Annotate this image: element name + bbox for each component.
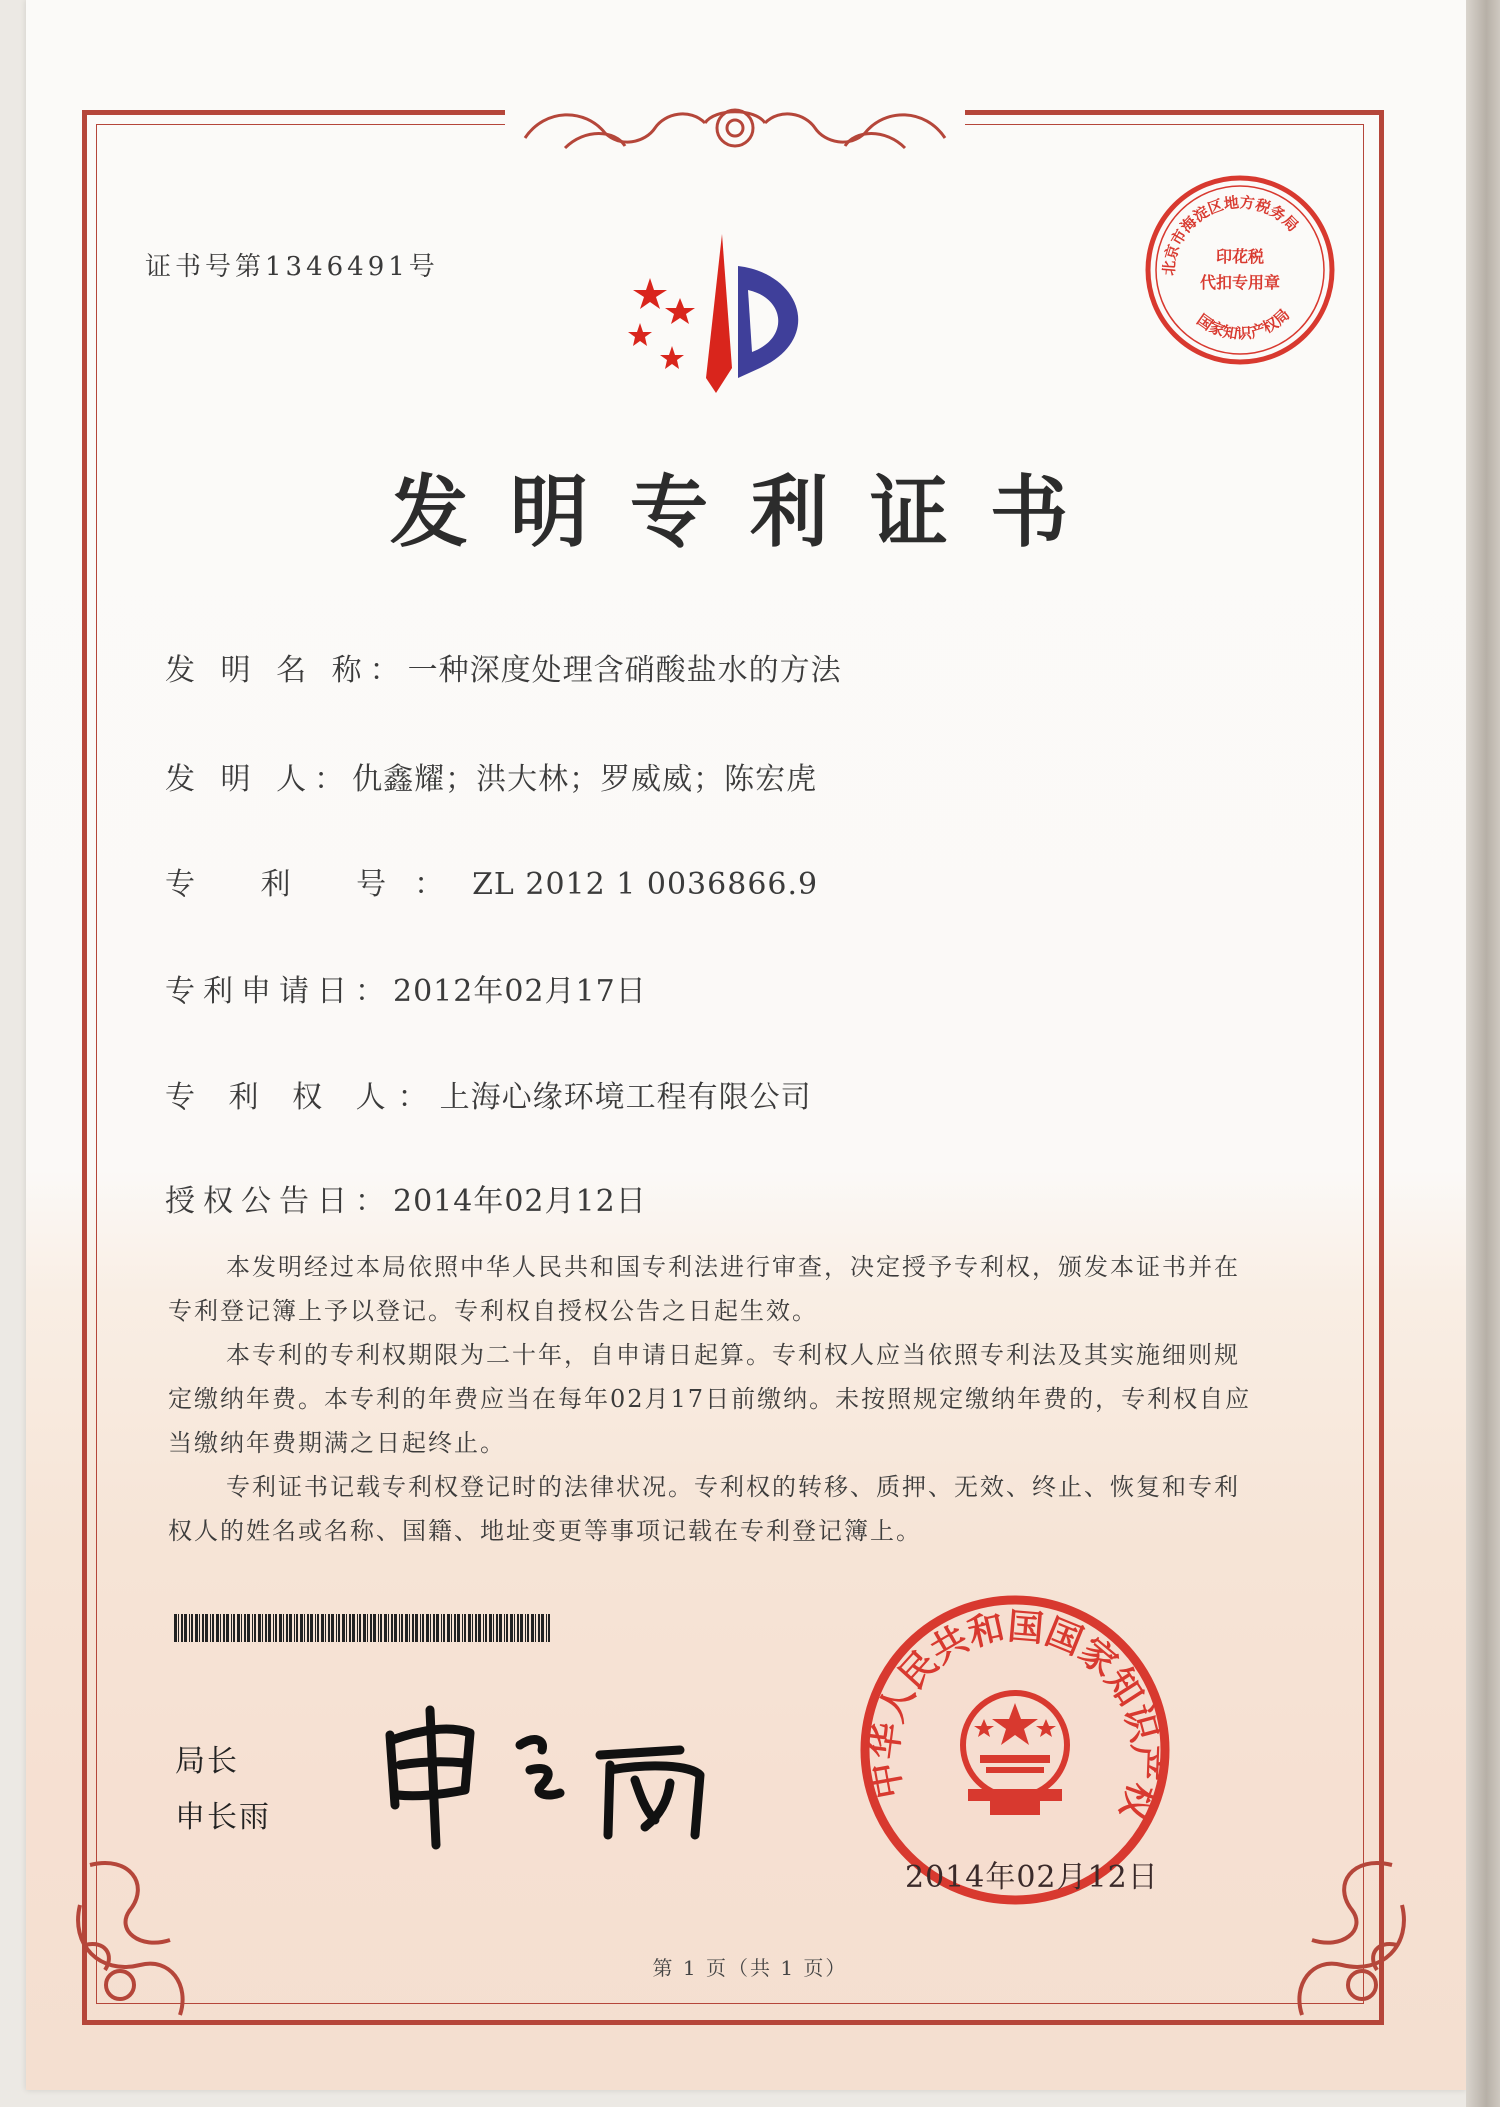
body-paragraph: 本专利的专利权期限为二十年，自申请日起算。专利权人应当依照专利法及其实施细则规定缴纳年费。本专利的年费应当在每年02月17日前缴纳。未按照规定缴纳年费的，专利权自应当缴纳年费期满之日起终止。	[168, 1341, 1252, 1457]
handwritten-signature-icon	[370, 1695, 770, 1859]
director-name: 申长雨	[175, 1800, 271, 1835]
binder-spine	[1466, 0, 1500, 2107]
body-paragraph: 专利证书记载专利权登记时的法律状况。专利权的转移、质押、无效、终止、恢复和专利权人的姓名或名称、国籍、地址变更等事项记载在专利登记簿上。	[168, 1473, 1240, 1545]
certificate-number: 证书号第1346491号	[145, 252, 439, 282]
svg-text:国家知识产权局	[1193, 305, 1293, 342]
field-value: 2012年02月17日	[393, 974, 647, 1009]
field-value: 一种深度处理含硝酸盐水的方法	[407, 653, 842, 688]
tax-seal-inner-2: 代扣专用章	[1199, 273, 1281, 292]
body-paragraph: 本发明经过本局依照中华人民共和国专利法进行审查，决定授予专利权，颁发本证书并在专利登记簿上予以登记。专利权自授权公告之日起生效。	[168, 1253, 1240, 1325]
official-seal-text: 中华人民共和国国家知识产权	[862, 1605, 1167, 1826]
certificate-title: 发明专利证书	[389, 467, 1110, 558]
director-title: 局长	[175, 1744, 239, 1779]
barcode-icon	[174, 1614, 554, 1642]
field-application-date	[165, 966, 647, 1010]
field-inventors	[165, 754, 817, 798]
issue-date: 2014年02月12日	[905, 1860, 1159, 1895]
field-patent-number	[165, 859, 818, 903]
tax-stamp-seal-icon	[1140, 170, 1340, 374]
field-value: 上海心缘环境工程有限公司	[439, 1080, 812, 1115]
field-label: 专 利 号：	[165, 867, 473, 902]
field-invention-name	[165, 645, 842, 689]
page-number: 第 1 页（共 1 页）	[652, 1956, 848, 1980]
field-label: 授权公告日：	[165, 1184, 393, 1219]
field-grant-date	[165, 1176, 647, 1220]
tax-seal-ring-text: 北京市海淀区地方税务局	[1159, 193, 1303, 277]
field-value: 仇鑫耀；洪大林；罗威威；陈宏虎	[352, 762, 818, 797]
bottom-right-ornament-icon	[1262, 1845, 1422, 2029]
field-label: 发 明 人：	[165, 762, 353, 797]
field-label: 专 利 权 人：	[165, 1080, 440, 1115]
field-patentee	[165, 1072, 812, 1116]
field-label: 发 明 名 称：	[165, 653, 408, 688]
field-label: 专利申请日：	[165, 974, 393, 1009]
bottom-left-ornament-icon	[60, 1845, 220, 2029]
tax-seal-inner-1: 印花税	[1215, 247, 1265, 266]
top-ornament-icon	[505, 88, 965, 168]
field-value: ZL 2012 1 0036866.9	[472, 867, 819, 902]
tax-seal-bottom-text: 国家知识产权局	[1193, 305, 1294, 343]
certificate-body	[168, 1245, 1264, 1553]
patent-office-logo-icon	[610, 228, 850, 412]
field-value: 2014年02月12日	[393, 1184, 647, 1219]
